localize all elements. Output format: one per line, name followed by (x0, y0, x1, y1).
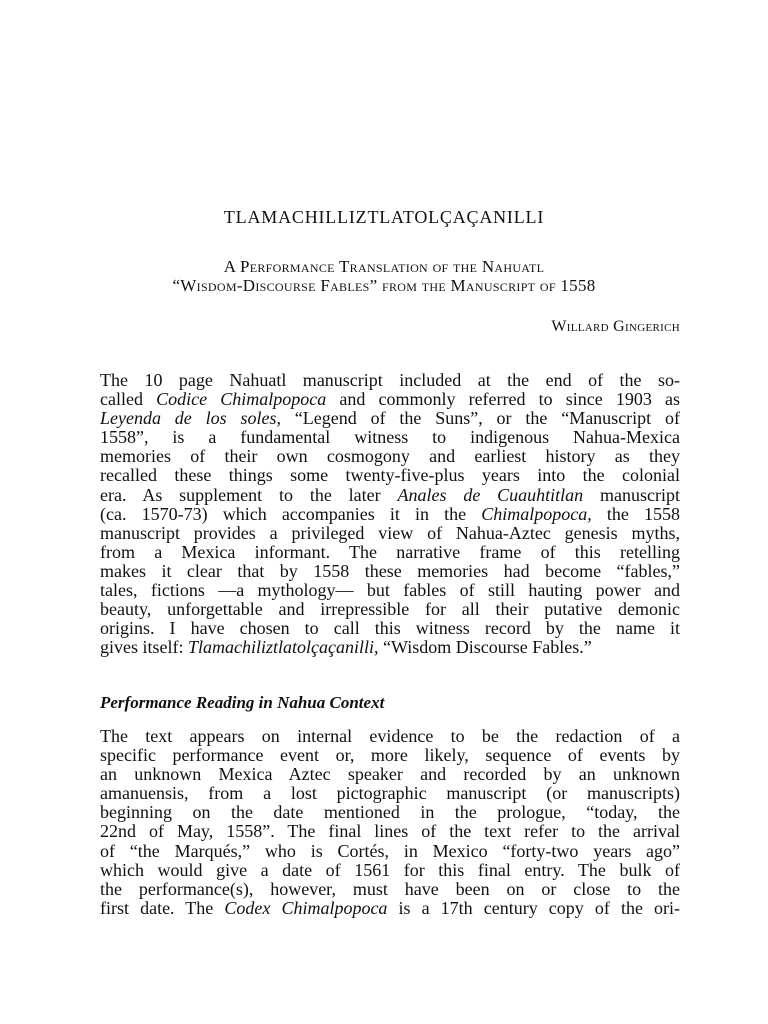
text-line (100, 842, 680, 861)
text-segment: amanuensis, from a lost pictographic manuscript (or manuscripts) (100, 784, 680, 804)
text-segment: 1558”, is a fundamental witness to indigenous Nahua-Mexica (100, 428, 680, 448)
subtitle-line-1: A Performance Translation of the Nahuatl (223, 257, 545, 276)
text-segment: specific performance event or, more likely, sequence of events by (100, 746, 680, 766)
text-line (100, 390, 680, 409)
article-subtitle (0, 257, 768, 295)
text-segment: called (100, 390, 157, 410)
text-segment: manuscript provides a privileged view of Nahua-Aztec genesis myths, (100, 523, 680, 543)
text-line (100, 486, 680, 505)
text-line (100, 505, 680, 524)
text-segment: gives itself: (100, 638, 188, 658)
text-line (100, 746, 680, 765)
text-line (100, 466, 680, 485)
text-line (100, 803, 680, 822)
text-segment: makes it clear that by 1558 these memories had become “fables,” (100, 561, 680, 581)
text-segment: “Wisdom Discourse Fables.” (378, 638, 592, 658)
section-paragraph (100, 727, 680, 918)
text-segment: memories of their own cosmogony and earliest history as they (100, 447, 680, 467)
text-line (100, 428, 680, 447)
subtitle-line-2: “Wisdom-Discourse Fables” from the Manuscript of 1558 (172, 276, 596, 295)
text-segment: origins. I have chosen to call this witness record by the name it (100, 619, 680, 639)
text-segment: is a 17th century copy of the ori- (387, 898, 680, 918)
text-line (100, 619, 680, 638)
text-line (100, 409, 680, 428)
intro-paragraph (100, 371, 680, 657)
text-segment: recalled these things some twenty-five-plus years into the colonial (100, 466, 680, 486)
text-segment: the performance(s), however, must have been on or close to the (100, 879, 680, 899)
text-line (100, 880, 680, 899)
text-segment: manuscript (583, 485, 680, 505)
author-name: Willard Gingerich (551, 318, 680, 335)
text-segment: era. As supplement to the later (100, 485, 398, 505)
text-segment: the 1558 (591, 504, 680, 524)
text-segment: beauty, unforgettable and irrepressible for all their putative demonic (100, 600, 680, 620)
text-line (100, 581, 680, 600)
text-segment: from a Mexica informant. The narrative frame of this retelling (100, 542, 680, 562)
text-line (100, 727, 680, 746)
italic-text: Chimalpopoca, (481, 504, 592, 524)
text-segment: tales, fictions —a mythology— but fables of still hauting power and (100, 581, 680, 601)
text-segment: and commonly referred to since 1903 as (326, 390, 680, 410)
text-line (100, 543, 680, 562)
text-segment: of “the Marqués,” who is Cortés, in Mexico “forty-two years ago” (100, 841, 680, 861)
text-segment: beginning on the date mentioned in the prologue, “today, the (100, 803, 680, 823)
text-line (100, 899, 680, 918)
text-segment: The text appears on internal evidence to be the redaction of a (100, 727, 680, 746)
text-line (100, 765, 680, 784)
italic-text: Codex Chimalpopoca (224, 898, 388, 918)
italic-text: Codice Chimalpopoca (156, 390, 327, 410)
article-title: TLAMACHILLIZTLATOLÇAÇANILLI (223, 207, 545, 227)
italic-text: Anales de Cuauhtitlan (397, 485, 584, 505)
text-line (100, 447, 680, 466)
text-line (100, 822, 680, 841)
text-segment: which would give a date of 1561 for this final entry. The bulk of (100, 860, 680, 880)
text-segment: “Legend of the Suns”, or the “Manuscript of (280, 409, 680, 429)
text-segment: The 10 page Nahuatl manuscript included at the end of the so- (100, 371, 680, 390)
text-line (100, 600, 680, 619)
italic-text: Tlamachiliztlatolçaçanilli, (188, 638, 379, 658)
text-segment: first date. The (100, 898, 225, 918)
text-segment: (ca. 1570-73) which accompanies it in the (100, 504, 482, 524)
section-heading: Performance Reading in Nahua Context (100, 693, 385, 712)
text-line (100, 784, 680, 803)
text-line (100, 861, 680, 880)
text-line (100, 562, 680, 581)
text-segment: 22nd of May, 1558”. The final lines of the text refer to the arrival (100, 822, 680, 842)
italic-text: Leyenda de los soles, (100, 409, 281, 429)
text-line (100, 524, 680, 543)
text-line (100, 371, 680, 390)
text-line (100, 638, 680, 657)
text-segment: an unknown Mexica Aztec speaker and recorded by an unknown (100, 765, 680, 785)
